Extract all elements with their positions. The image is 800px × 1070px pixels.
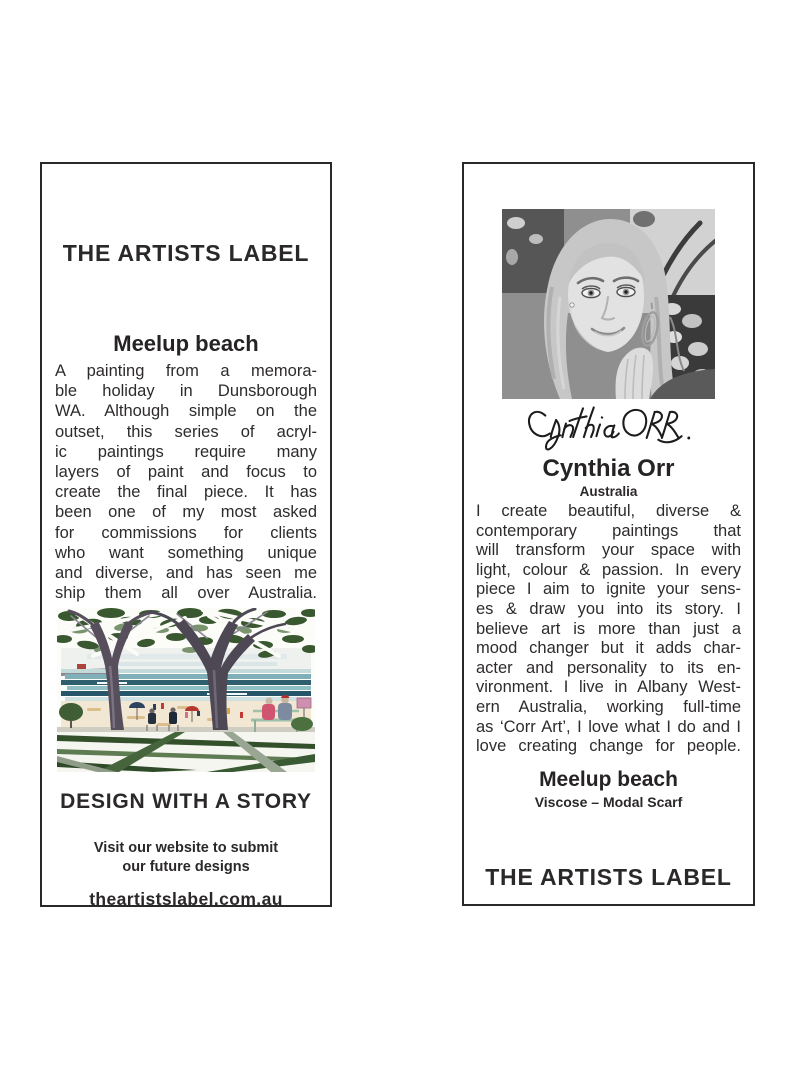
text-line: ship them all over Australia. bbox=[55, 584, 317, 603]
artist-signature-icon bbox=[515, 403, 703, 455]
text-line: ic paintings require many bbox=[55, 442, 317, 461]
beach-painting-illustration bbox=[57, 608, 315, 772]
artist-portrait-illustration bbox=[502, 209, 715, 399]
bush-left bbox=[59, 703, 83, 721]
text-line: piece I aim to ignite your sens- bbox=[476, 580, 741, 599]
text-line: light, colour & passion. In every bbox=[476, 560, 741, 579]
text-line: outset, this series of acryl- bbox=[55, 422, 317, 441]
website-url: theartistslabel.com.au bbox=[89, 889, 283, 910]
text-line: contemporary paintings that bbox=[476, 521, 741, 540]
text-line: believe art is more than just a bbox=[476, 619, 741, 638]
text-line: I create beautiful, diverse & bbox=[476, 502, 741, 520]
artist-photo bbox=[502, 209, 715, 399]
story-text bbox=[42, 361, 330, 603]
text-line: create the final piece. It has bbox=[55, 483, 317, 502]
text-line: ble holiday in Dunsborough bbox=[55, 382, 317, 401]
cta-line-1: Visit our website to submit bbox=[93, 840, 279, 857]
artist-bio bbox=[464, 502, 753, 757]
text-line: who want something unique bbox=[55, 543, 317, 562]
text-line: mood changer but it adds char- bbox=[476, 639, 741, 658]
text-line: and diverse, and has seen me bbox=[55, 564, 317, 583]
brand-title: THE ARTISTS LABEL bbox=[62, 240, 310, 266]
text-line: been one of my most asked bbox=[55, 503, 317, 522]
story-tag-panel bbox=[40, 162, 332, 910]
text-line: will transform your space with bbox=[476, 541, 741, 560]
artist-tag-panel bbox=[462, 162, 755, 906]
text-line: love creating change for people. bbox=[476, 737, 741, 756]
text-line: ern Australia, working full-time bbox=[476, 697, 741, 716]
website-cta bbox=[42, 839, 330, 876]
artist-name: Cynthia Orr bbox=[542, 455, 675, 482]
bush-right bbox=[291, 717, 313, 731]
tagline: DESIGN WITH A STORY bbox=[60, 790, 312, 814]
signature-strokes bbox=[515, 403, 703, 455]
text-line: A painting from a memora- bbox=[55, 362, 317, 380]
text-line: es & draw you into its story. I bbox=[476, 599, 741, 618]
cta-line-2: our future designs bbox=[122, 858, 250, 875]
brand-title-bottom: THE ARTISTS LABEL bbox=[485, 864, 732, 890]
text-line: layers of paint and focus to bbox=[55, 463, 317, 482]
product-name: Meelup beach bbox=[539, 767, 678, 791]
text-line: as ‘Corr Art’, I love what I do and I bbox=[476, 717, 741, 736]
text-line: vironment. I live in Albany West- bbox=[476, 678, 741, 697]
text-line: WA. Although simple on the bbox=[55, 402, 317, 421]
artist-country: Australia bbox=[579, 484, 638, 499]
story-title: Meelup beach bbox=[113, 331, 259, 356]
meelup-beach-painting bbox=[57, 608, 315, 772]
text-line: for commissions for clients bbox=[55, 523, 317, 542]
text-line: acter and personality to its en- bbox=[476, 658, 741, 677]
product-material: Viscose – Modal Scarf bbox=[534, 793, 683, 810]
